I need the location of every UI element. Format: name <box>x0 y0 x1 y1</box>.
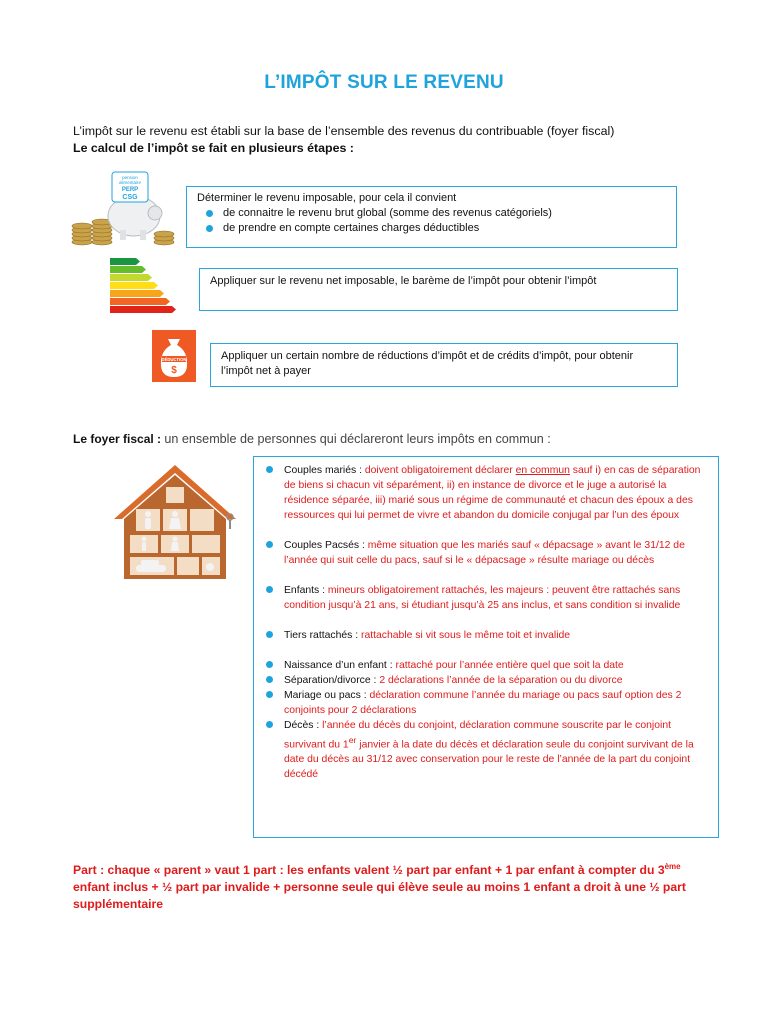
item-detail: 2 déclarations l’année de la séparation ou du divorce <box>379 675 623 686</box>
house-family-image <box>110 463 240 581</box>
piggy-label-2: alimentaire <box>118 180 142 185</box>
item-label: Couples mariés : <box>284 465 365 476</box>
item-detail: doivent obligatoirement déclarer <box>364 465 516 476</box>
item-detail-underline: en commun <box>515 465 570 476</box>
item-detail: rattaché pour l’année entière quel que soit la date <box>395 660 624 671</box>
part-text-1: Part : chaque « parent » vaut 1 part : les enfants valent ½ part par enfant + 1 par enfant à compter du 3 <box>73 863 665 878</box>
piggy-bank-image <box>68 166 180 250</box>
part-text-2: enfant inclus + ½ part par invalide + personne seule qui élève seule au moins 1 enfant a droit à une ½ part supplémentaire <box>73 880 686 912</box>
step-apply-bareme <box>199 268 678 311</box>
item-label: Enfants : <box>284 585 328 596</box>
item-detail: déclaration commune l’année du mariage ou pacs sauf option des 2 conjoints pour 2 déclarations <box>284 690 682 716</box>
foyer-text: un ensemble de personnes qui déclareront leurs impôts en commun : <box>164 432 551 446</box>
energy-bar <box>110 290 164 297</box>
item-detail-sup: er <box>348 735 357 745</box>
item-detail: janvier à la date du décès et déclaration seule du conjoint survivant de la date du décès au 31/12 avec conservation pour le reste de l’année de la part du conjoint décédé <box>284 739 694 781</box>
step3-text: Appliquer un certain nombre de réductions d’impôt et de crédits d’impôt, pour obtenir l’impôt net à payer <box>221 350 634 377</box>
foyer-label: Le foyer fiscal : <box>73 432 162 446</box>
foyer-item-couples-pacses <box>262 538 710 568</box>
foyer-item-tiers <box>262 628 710 643</box>
intro-line-1: L’impôt sur le revenu est établi sur la base de l’ensemble des revenus du contribuable (foyer fiscal) <box>73 124 615 138</box>
item-label: Naissance d’un enfant : <box>284 660 396 671</box>
energy-bar <box>110 306 176 313</box>
step1-item: de prendre en compte certaines charges déductibles <box>197 221 666 236</box>
bag-label: DÉDUCTION <box>161 357 187 362</box>
energy-bar <box>110 282 158 289</box>
step2-text: Appliquer sur le revenu net imposable, le barème de l’impôt pour obtenir l’impôt <box>210 275 597 287</box>
item-detail: mineurs obligatoirement rattachés, les majeurs : peuvent être rattachés sans condition jusqu’à 21 ans, si étudiant jusqu’à 25 ans inclus, et sans condition si invalide <box>284 585 681 611</box>
piggy-label-4: CSG <box>122 194 138 201</box>
item-label: Tiers rattachés : <box>284 630 361 641</box>
piggy-label-1: pension <box>122 175 138 180</box>
energy-bar <box>110 298 170 305</box>
item-detail: même situation que les mariés sauf « dépacsage » avant le 31/12 de l’année qui suit celle du pacs, sauf si le « dépacsage » résulte mariage ou décès <box>284 540 685 566</box>
energy-bar <box>110 258 140 265</box>
intro <box>73 123 733 157</box>
tax-scale-bars-icon <box>110 256 186 316</box>
deduction-bag-icon <box>152 330 196 382</box>
item-label: Mariage ou pacs : <box>284 690 370 701</box>
foyer-item-couples-maries <box>262 463 710 523</box>
item-label: Séparation/divorce : <box>284 675 380 686</box>
foyer-item-deces <box>262 718 710 782</box>
bag-symbol: $ <box>171 365 177 376</box>
energy-bar <box>110 274 152 281</box>
item-label: Décès : <box>284 720 323 731</box>
item-detail: sauf i) en cas de séparation de biens si chacun vit séparément, ii) en instance de divorce et le juge a autorisé la résidence séparée, iii) marié sous un régime de communauté et chacun des époux a des ressources qui lui permet de vivre et abandon du domicile conjugal par l’un des époux <box>284 465 701 521</box>
item-detail: l’année du décès du conjoint, déclaration commune souscrite par le conjoint survivant du 1 <box>284 720 671 751</box>
part-rule <box>73 858 713 913</box>
foyer-item-enfants <box>262 583 710 613</box>
foyer-item-naissance <box>262 658 710 673</box>
step-apply-reductions <box>210 343 678 387</box>
step-determine-revenu <box>186 186 677 248</box>
step1-item: de connaitre le revenu brut global (somme des revenus catégoriels) <box>197 206 666 221</box>
item-detail: rattachable si vit sous le même toit et invalide <box>361 630 571 641</box>
intro-line-2: Le calcul de l’impôt se fait en plusieurs étapes : <box>73 141 354 155</box>
foyer-members-box <box>253 456 719 838</box>
foyer-heading <box>73 432 551 446</box>
part-sup: ème <box>664 862 681 871</box>
piggy-label-3: PERP <box>121 187 139 193</box>
item-label: Couples Pacsés : <box>284 540 368 551</box>
energy-bar <box>110 266 146 273</box>
foyer-item-separation <box>262 673 710 688</box>
page-title: L’IMPÔT SUR LE REVENU <box>264 72 504 93</box>
foyer-item-mariage <box>262 688 710 718</box>
step1-text: Déterminer le revenu imposable, pour cela il convient <box>197 192 457 204</box>
